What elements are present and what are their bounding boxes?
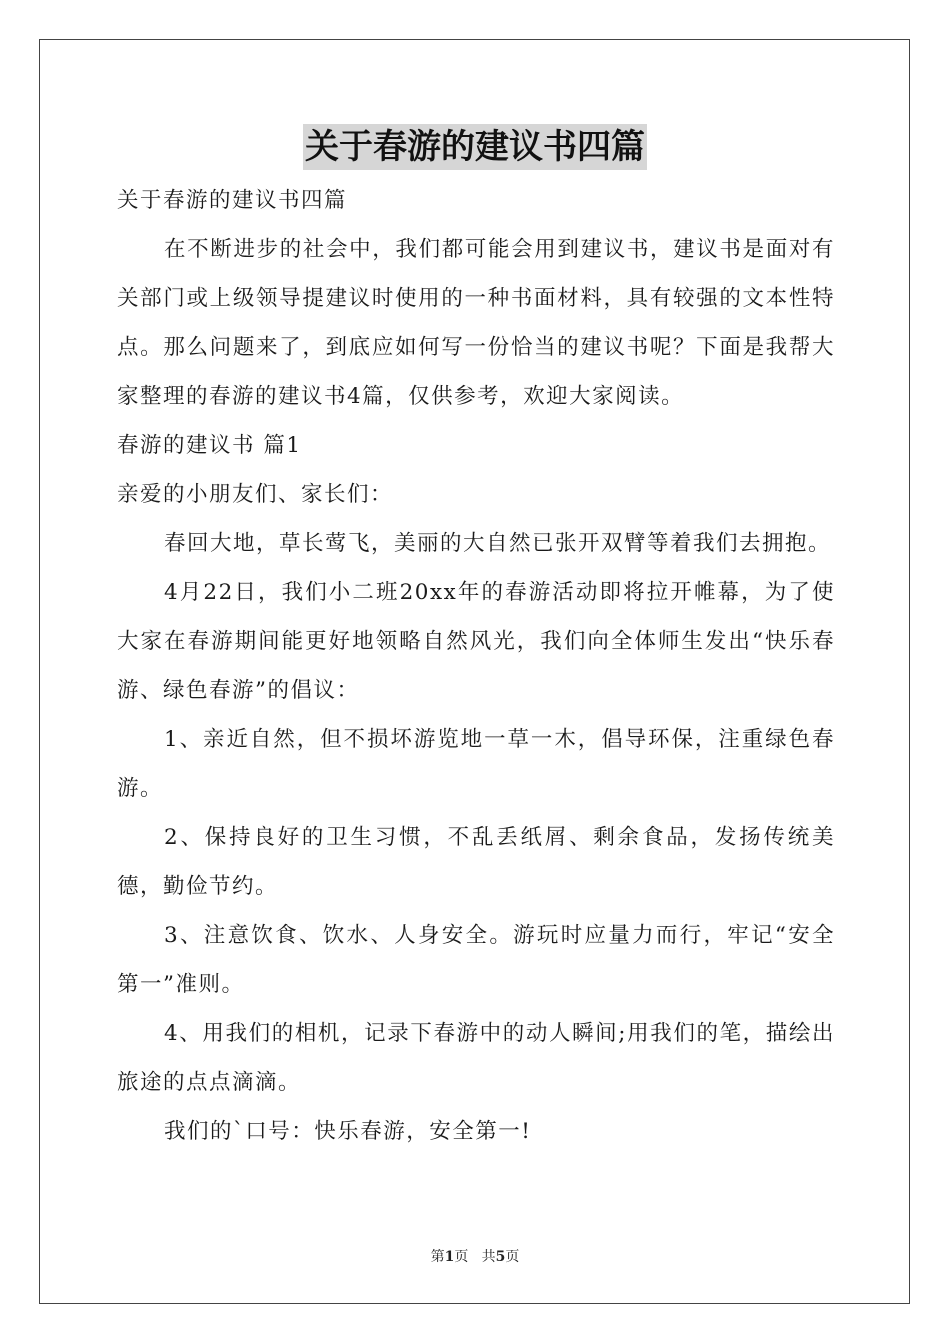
list-item: 4、用我们的相机，记录下春游中的动人瞬间;用我们的笔，描绘出旅途的点点滴滴。 [117, 1021, 835, 1095]
paragraph-intro: 在不断进步的社会中，我们都可能会用到建议书，建议书是面对有关部门或上级领导提建议时使用的一种书面材料，具有较强的文本性特点。那么问题来了，到底应如何写一份恰当的建议书呢？下面是我帮大家整理的春游的建议书4篇，仅供参考，欢迎大家阅读。 [117, 237, 835, 409]
document-body [117, 176, 835, 1156]
paragraph-salutation: 亲爱的小朋友们、家长们： [117, 482, 394, 507]
footer-page-word: 页 [454, 1249, 469, 1265]
document-title: 关于春游的建议书四篇 [303, 124, 647, 170]
paragraph-body: 4月22日，我们小二班20xx年的春游活动即将拉开帷幕，为了使大家在春游期间能更好地领略自然风光，我们向全体师生发出“快乐春游、绿色春游”的倡议： [117, 580, 835, 703]
paragraph-body: 春回大地，草长莺飞，美丽的大自然已张开双臂等着我们去拥抱。 [164, 531, 832, 556]
footer-total-pages: 5 [495, 1249, 506, 1265]
footer-current-page: 1 [444, 1249, 455, 1265]
section-heading: 春游的建议书 篇1 [117, 433, 302, 458]
list-item: 3、注意饮食、饮水、人身安全。游玩时应量力而行，牢记“安全第一”准则。 [117, 923, 835, 997]
footer-total-prefix: 共 [481, 1249, 496, 1265]
list-item: 1、亲近自然，但不损坏游览地一草一木，倡导环保，注重绿色春游。 [117, 727, 835, 801]
list-item: 2、保持良好的卫生习惯，不乱丢纸屑、剩余食品，发扬传统美德，勤俭节约。 [117, 825, 835, 899]
footer-prefix: 第 [430, 1249, 445, 1265]
paragraph-subtitle: 关于春游的建议书四篇 [117, 188, 348, 213]
title-wrap [0, 124, 950, 170]
paragraph-slogan: 我们的`口号：快乐春游，安全第一! [164, 1119, 532, 1144]
footer-total-suffix: 页 [505, 1249, 520, 1265]
page-footer [0, 1246, 950, 1266]
